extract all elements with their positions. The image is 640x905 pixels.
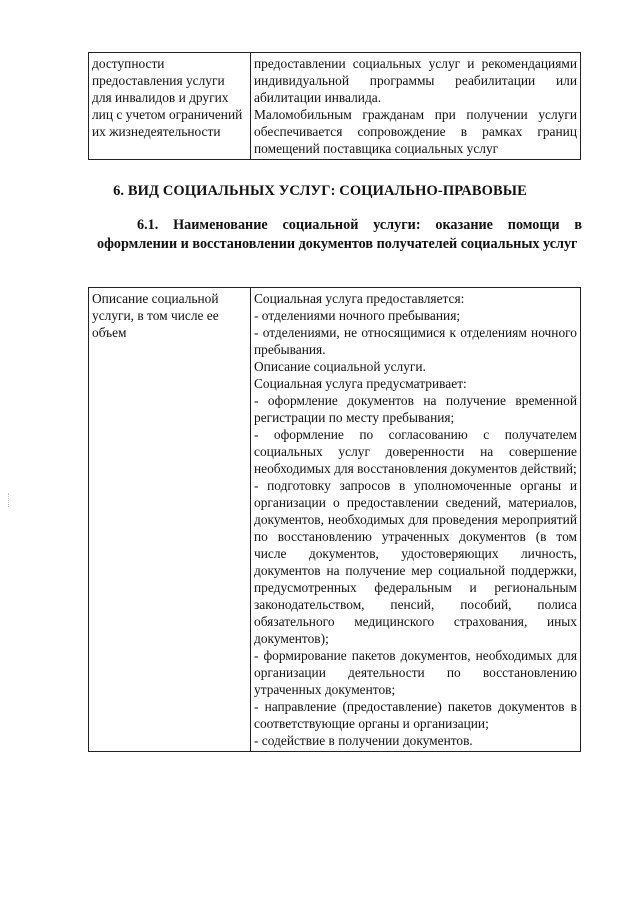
table-cell-label: доступности предоставления услуги для инвалидов и других лиц с учетом ограничений их жизнедеятельности [89, 53, 251, 160]
paragraph: Социальная услуга предоставляется: [254, 291, 465, 306]
paragraph: - отделениями ночного пребывания; [254, 308, 461, 323]
service-table-continued [88, 52, 581, 160]
paragraph: - оформление документов на получение временной регистрации по месту пребывания; [254, 393, 577, 425]
paragraph: Маломобильным гражданам при получении услуги обеспечивается сопровождение в рамках границ помещений поставщика социальных услуг [254, 107, 577, 156]
paragraph: - содействие в получении документов. [254, 733, 473, 748]
service-description-table [88, 287, 581, 752]
section-heading: 6. ВИД СОЦИАЛЬНЫХ УСЛУГ: СОЦИАЛЬНО-ПРАВОВЫЕ [113, 183, 527, 199]
paragraph: - направление (предоставление) пакетов документов в соответствующие органы и организации; [254, 699, 577, 731]
service-name-heading: 6.1. Наименование социальной услуги: оказание помощи в оформлении и восстановлении документов получателей социальных услуг [97, 217, 582, 252]
table-row [89, 53, 581, 160]
paragraph: предоставлении социальных услуг и рекомендациями индивидуальной программы реабилитации или абилитации инвалида. [254, 56, 577, 105]
margin-mark [8, 493, 10, 507]
table-cell-content [251, 53, 581, 160]
paragraph: - оформление по согласованию с получателем социальных услуг доверенности на совершение необходимых для восстановления документов действий; [254, 427, 577, 476]
paragraph: Описание социальной услуги. [254, 359, 426, 374]
paragraph: - формирование пакетов документов, необходимых для организации деятельности по восстановлению утраченных документов; [254, 648, 577, 697]
paragraph: - отделениями, не относящимися к отделениям ночного пребывания. [254, 325, 577, 357]
table-cell-label: Описание социальной услуги, в том числе ее объем [89, 288, 251, 752]
table-row [89, 288, 581, 752]
table-cell-content [251, 288, 581, 752]
paragraph: - подготовку запросов в уполномоченные органы и организации о предоставлении сведений, материалов, документов, необходимых для проведения мероприятий по восстановлению утраченных документов (в том числе документов, удостоверяющих личность, документов на получение мер социальной поддержки, предусмотренных федеральным и региональным законодательством, пенсий, пособий, полиса обязательного медицинского страхования, иных документов); [254, 478, 577, 646]
paragraph: Социальная услуга предусматривает: [254, 376, 467, 391]
